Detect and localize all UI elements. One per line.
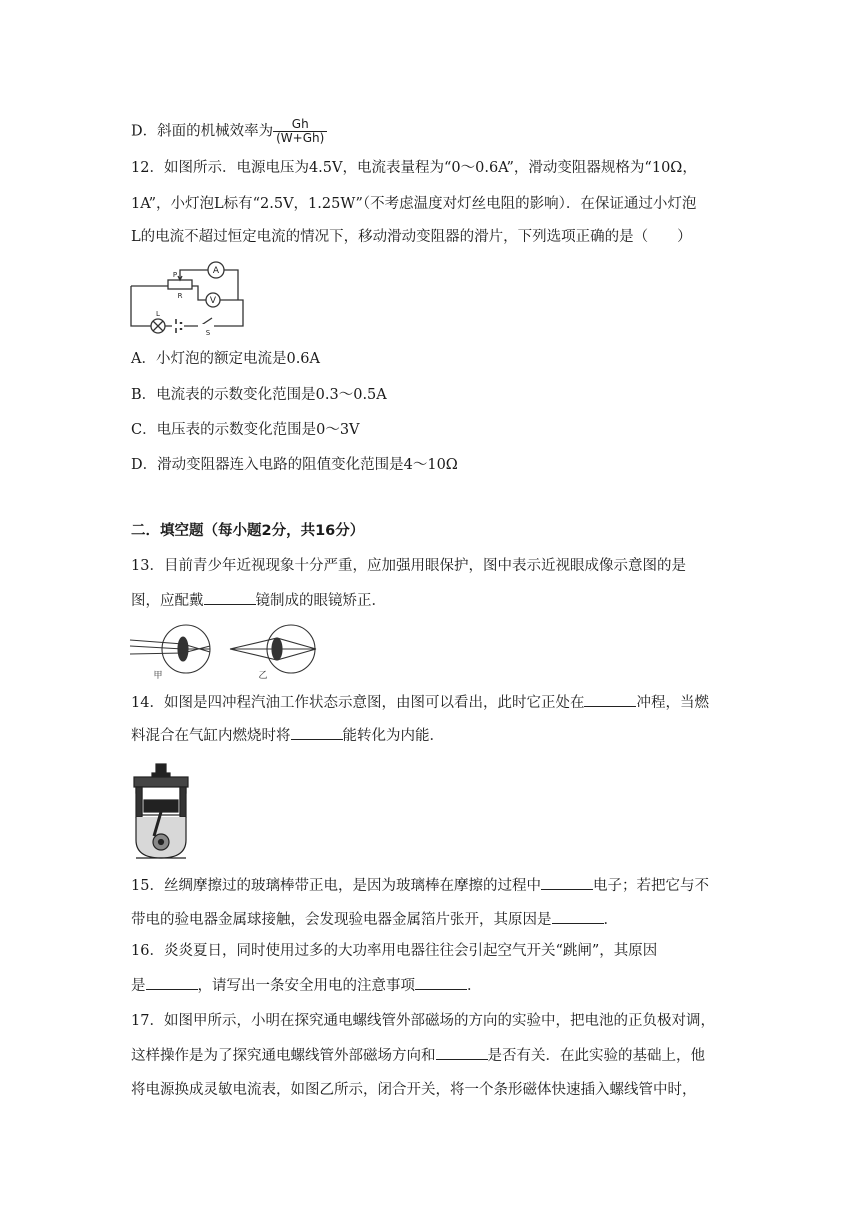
q13-answer-blank[interactable]: [204, 590, 256, 605]
q16-line-2-part-c: ．: [467, 978, 482, 994]
q17-line-2-part-a: 这样操作是为了探究通电螺线管外部磁场方向和: [131, 1048, 436, 1064]
q16-line-1: 16．炎炎夏日，同时使用过多的大功率用电器往往会引起空气开关“跳闸”，其原因: [131, 943, 658, 959]
fraction-numerator: Gh: [273, 118, 327, 132]
q12-option-c: C．电压表的示数变化范围是0～3V: [131, 422, 360, 438]
q15-answer-blank-1[interactable]: [541, 875, 593, 890]
q13-line-2-part-b: 镜制成的眼镜矫正．: [255, 593, 386, 609]
q15-line-2: [131, 909, 618, 930]
q16-line-2-part-a: 是: [131, 978, 146, 994]
q14-line-2-part-b: 能转化为内能．: [342, 728, 444, 744]
engine-diagram: [128, 762, 194, 862]
rheostat-label: R: [177, 292, 183, 300]
q12-line-3: L的电流不超过恒定电流的情况下，移动滑动变阻器的滑片，下列选项正确的是（ ）: [131, 229, 692, 245]
q16-answer-blank-2[interactable]: [415, 975, 467, 990]
eye-right-label: 乙: [258, 671, 268, 680]
q14-answer-blank-2[interactable]: [291, 725, 343, 740]
ammeter-label: A: [212, 266, 220, 276]
voltmeter-label: V: [209, 296, 217, 306]
q12-option-b: B．电流表的示数变化范围是0.3～0.5A: [131, 387, 387, 403]
q16-answer-blank-1[interactable]: [146, 975, 198, 990]
q17-line-2: [131, 1045, 705, 1066]
q16-line-2: [131, 975, 482, 996]
q12-circuit-diagram: [128, 258, 248, 336]
q14-line-1-part-a: 14．如图是四冲程汽油工作状态示意图，由图可以看出，此时它正处在: [131, 695, 585, 711]
q16-line-2-part-b: ，请写出一条安全用电的注意事项: [197, 978, 415, 994]
section-heading: 二．填空题（每小题2分，共16分）: [131, 523, 365, 539]
q17-line-2-part-b: 是否有关．在此实验的基础上，他: [487, 1048, 705, 1064]
q13-eye-diagrams: [128, 622, 328, 680]
q13-line-2-part-a: 图，应配戴: [131, 593, 204, 609]
q17-answer-blank[interactable]: [436, 1045, 488, 1060]
q14-line-1: [131, 692, 709, 713]
q14-line-1-part-b: 冲程，当燃: [636, 695, 709, 711]
q15-line-1-part-a: 15．丝绸摩擦过的玻璃棒带正电，是因为玻璃棒在摩擦的过程中: [131, 878, 541, 894]
slider-label: P: [172, 271, 178, 279]
q17-line-1: 17．如图甲所示，小明在探究通电螺线管外部磁场的方向的实验中，把电池的正负极对调，: [131, 1013, 715, 1029]
q14-answer-blank-1[interactable]: [584, 692, 636, 707]
switch-label: S: [205, 329, 211, 336]
eye-left-label: 甲: [153, 671, 163, 680]
q17-line-3: 将电源换成灵敏电流表，如图乙所示，闭合开关，将一个条形磁体快速插入螺线管中时，: [131, 1082, 697, 1098]
q15-answer-blank-2[interactable]: [552, 909, 604, 924]
q15-line-1: [131, 875, 709, 896]
efficiency-fraction: [273, 118, 327, 145]
q15-line-2-part-b: ．: [603, 912, 618, 928]
q13-line-2: [131, 590, 386, 611]
q14-line-2-part-a: 料混合在气缸内燃烧时将: [131, 728, 291, 744]
q13-line-1: 13．目前青少年近视现象十分严重，应加强用眼保护，图中表示近视眼成像示意图的是: [131, 558, 686, 574]
q12-option-d: D．滑动变阻器连入电路的阻值变化范围是4～10Ω: [131, 457, 458, 473]
q15-line-2-part-a: 带电的验电器金属球接触，会发现验电器金属箔片张开，其原因是: [131, 912, 552, 928]
q14-line-2: [131, 725, 444, 746]
q11-option-d: [131, 118, 327, 145]
q12-line-1: 12．如图所示．电源电压为4.5V，电流表量程为“0～0.6A”，滑动变阻器规格为“10Ω，: [131, 160, 697, 176]
lamp-label: L: [156, 310, 160, 318]
q15-line-1-part-b: 电子；若把它与不: [592, 878, 709, 894]
q11-option-d-text: D．斜面的机械效率为: [131, 123, 274, 140]
q12-option-a: A．小灯泡的额定电流是0.6A: [131, 351, 321, 367]
q12-line-2: 1A”，小灯泡L标有“2.5V，1.25W”（不考虑温度对灯丝电阻的影响）．在保证通过小灯泡: [131, 196, 697, 212]
fraction-denominator: (W+Gh): [276, 131, 325, 145]
